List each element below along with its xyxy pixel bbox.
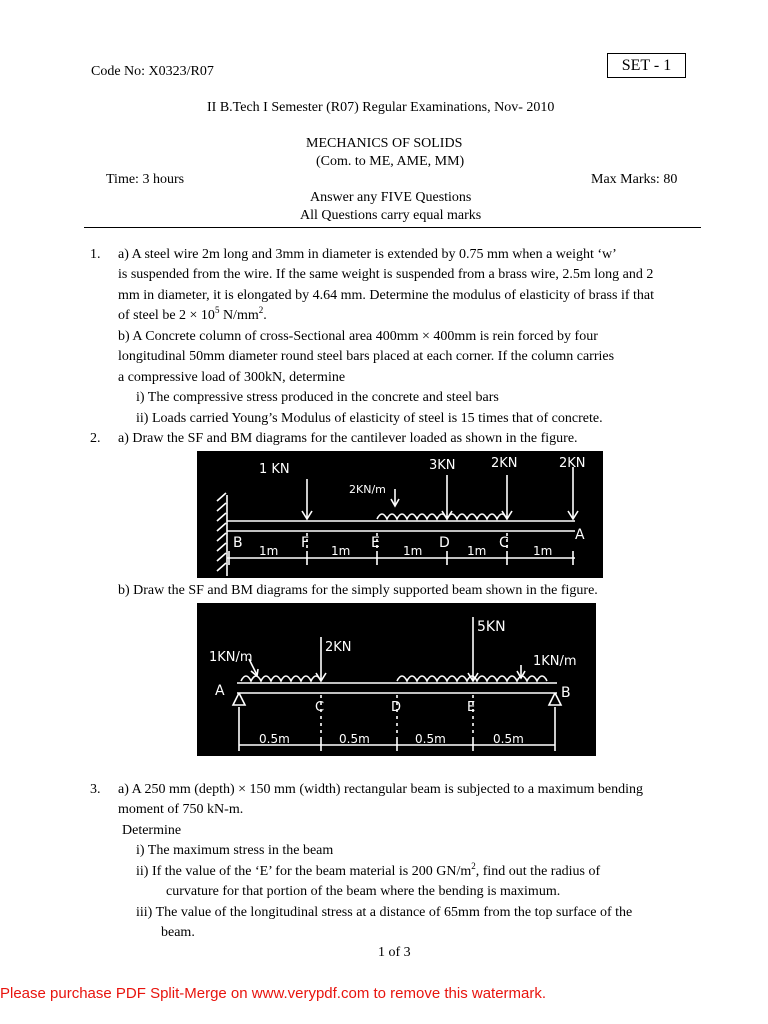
exam-title: II B.Tech I Semester (R07) Regular Examinations, Nov- 2010 [207, 100, 555, 115]
point-label: E [371, 535, 380, 551]
load-label: 1KN/m [533, 654, 577, 669]
q3-subpart-i: i) The maximum stress in the beam [136, 843, 334, 858]
span-label: 1m [259, 544, 279, 558]
span-label: 0.5m [339, 732, 370, 746]
subject-title: MECHANICS OF SOLIDS [306, 136, 463, 151]
q3-determine: Determine [122, 823, 182, 838]
load-label: 1KN/m [209, 650, 253, 665]
cantilever-figure [197, 451, 603, 578]
point-label: B [233, 535, 243, 551]
q1-text-steel-modulus: of steel be $2 \times 10^5$ $N/mm^2$. [118, 305, 267, 323]
q1b-subpart-ii: ii) Loads carried Young’s Modulus of elasticity of steel is 15 times that of concrete. [136, 411, 603, 426]
point-label: A [215, 683, 225, 699]
q2-number: 2. [90, 431, 101, 446]
load-label: 3KN [429, 458, 456, 473]
q1b-text: b) A Concrete column of cross-Sectional area 400mm × 400mm is rein forced by four [118, 329, 598, 344]
q2a-text: a) Draw the SF and BM diagrams for the cantilever loaded as shown in the figure. [118, 431, 578, 446]
span-label: 1m [533, 544, 553, 558]
q1-text: a) A steel wire 2m long and 3mm in diameter is extended by 0.75 mm when a weight ‘w’ [118, 247, 617, 262]
load-label: 2KN/m [349, 483, 386, 496]
q1b-text: longitudinal 50mm diameter round steel bars placed at each corner. If the column carries [118, 349, 615, 364]
load-label: 2KN [559, 456, 586, 471]
header-divider [84, 227, 701, 228]
q1-text: is suspended from the wire. If the same weight is suspended from a brass wire, 2.5m long and 2 [118, 267, 654, 282]
point-label: D [439, 535, 450, 551]
point-label: F [301, 535, 310, 551]
q3-subpart-ii-cont: curvature for that portion of the beam where the bending is maximum. [166, 884, 561, 899]
span-label: 1m [403, 544, 423, 558]
set-label: SET - 1 [607, 53, 686, 78]
q1-text: mm in diameter, it is elongated by 4.64 mm. Determine the modulus of elasticity of brass if that [118, 288, 654, 303]
span-label: 1m [331, 544, 351, 558]
span-label: 0.5m [259, 732, 290, 746]
instruction-answer: Answer any FIVE Questions [310, 190, 472, 205]
q3-subpart-iii: iii) The value of the longitudinal stress at a distance of 65mm from the top surface of the [136, 905, 633, 920]
q3-subpart-iii-cont: beam. [161, 925, 195, 940]
q3-text: a) A 250 mm (depth) × 150 mm (width) rectangular beam is subjected to a maximum bending [118, 782, 643, 797]
q1b-subpart-i: i) The compressive stress produced in the concrete and steel bars [136, 390, 499, 405]
time-allowed: Time: 3 hours [106, 172, 185, 187]
page-number: 1 of 3 [378, 945, 411, 960]
q3-subpart-ii: ii) If the value of the ‘E’ for the beam material is 200 $GN/m^2$, find out the radius of [136, 861, 601, 879]
point-label: C [499, 535, 509, 551]
point-label: E [467, 700, 476, 715]
watermark-text: Please purchase PDF Split-Merge on www.verypdf.com to remove this watermark. [0, 985, 547, 1002]
load-label: 2KN [491, 456, 518, 471]
span-label: 1m [467, 544, 487, 558]
load-label: 1 KN [259, 462, 290, 477]
span-label: 0.5m [493, 732, 524, 746]
q3-number: 3. [90, 782, 101, 797]
simply-supported-figure [197, 603, 596, 756]
max-marks: Max Marks: 80 [591, 172, 678, 187]
q2b-text: b) Draw the SF and BM diagrams for the simply supported beam shown in the figure. [118, 583, 598, 598]
point-label: A [575, 527, 585, 543]
point-label: B [561, 685, 571, 701]
instruction-marks: All Questions carry equal marks [300, 208, 482, 223]
branches: (Com. to ME, AME, MM) [316, 154, 465, 169]
code-number: Code No: X0323/R07 [91, 64, 214, 79]
q1b-text: a compressive load of 300kN, determine [118, 370, 346, 385]
q1-number: 1. [90, 247, 101, 262]
q3-text: moment of 750 kN-m. [118, 802, 244, 817]
load-label: 2KN [325, 640, 352, 655]
point-label: D [391, 700, 402, 715]
load-label: 5KN [477, 619, 506, 635]
point-label: C [315, 700, 325, 715]
span-label: 0.5m [415, 732, 446, 746]
